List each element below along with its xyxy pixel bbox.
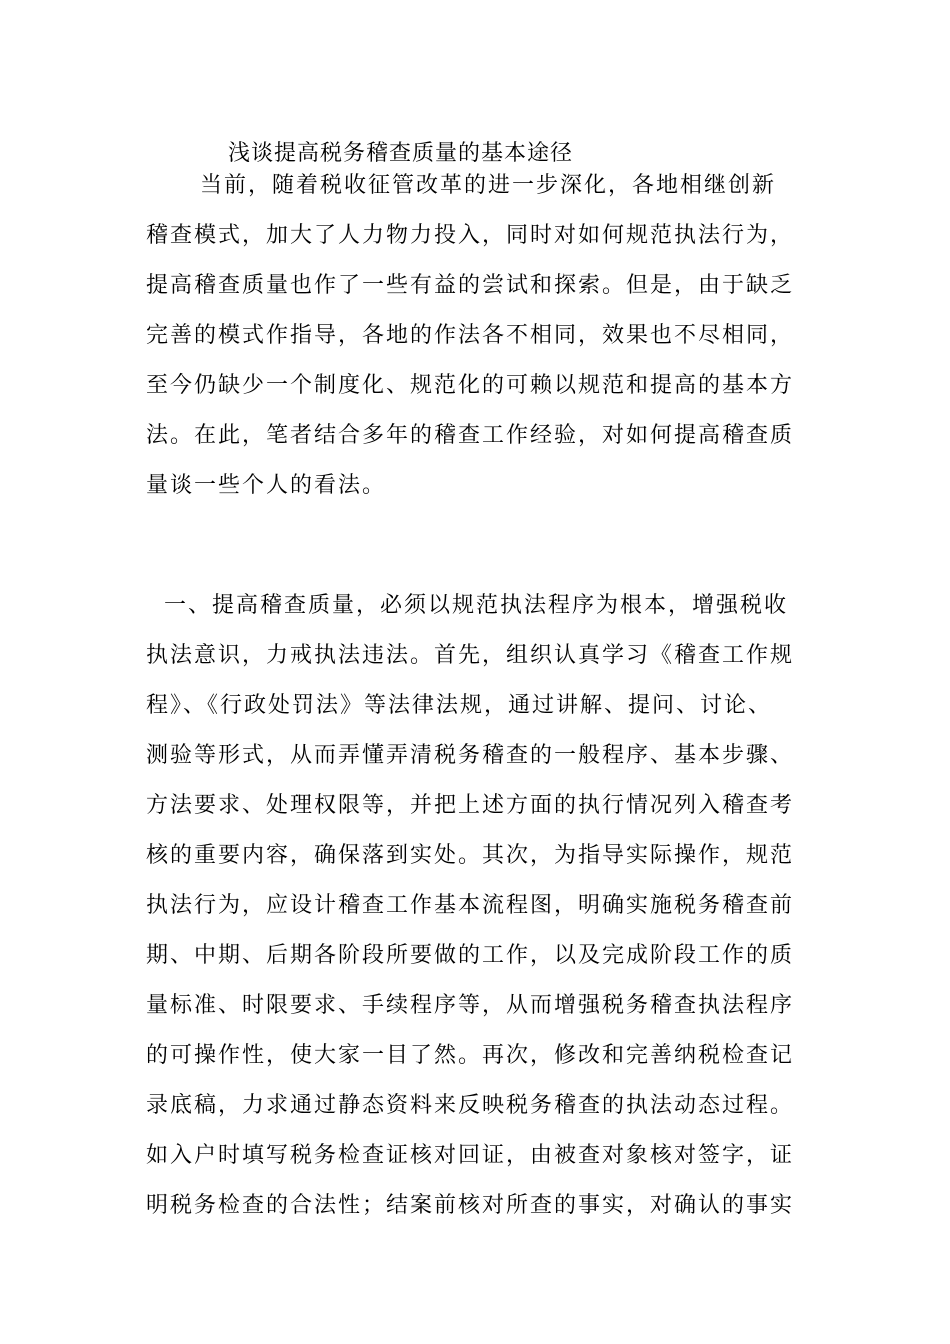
paragraph-line: 程》、《行政处罚法》等法律法规，通过讲解、提问、讨论、 [146,693,773,718]
paragraph-line: 至今仍缺少一个制度化、规范化的可赖以规范和提高的基本方 [146,373,795,398]
paragraph-line: 当前，随着税收征管改革的进一步深化，各地相继创新 [146,173,776,198]
paragraph-line: 量标准、时限要求、手续程序等，从而增强税务稽查执法程序 [146,993,795,1018]
paragraph-line: 测验等形式，从而弄懂弄清税务稽查的一般程序、基本步骤、 [146,743,795,768]
document-title: 浅谈提高税务稽查质量的基本途径 [228,141,574,166]
paragraph-section-one [146,581,806,1231]
paragraph-line: 量谈一些个人的看法。 [146,473,387,498]
paragraph-line: 明税务检查的合法性；结案前核对所查的事实，对确认的事实 [146,1193,795,1218]
paragraph-line: 方法要求、处理权限等，并把上述方面的执行情况列入稽查考 [146,793,795,818]
paragraph-line: 完善的模式作指导，各地的作法各不相同，效果也不尽相同， [146,323,795,348]
paragraph-line: 的可操作性，使大家一目了然。再次，修改和完善纳税检查记 [146,1043,795,1068]
paragraph-line: 稽查模式，加大了人力物力投入，同时对如何规范执法行为， [146,223,795,248]
paragraph-line: 核的重要内容，确保落到实处。其次，为指导实际操作，规范 [146,843,795,868]
paragraph-line: 法。在此，笔者结合多年的稽查工作经验，对如何提高稽查质 [146,423,795,448]
paragraph-line: 如入户时填写税务检查证核对回证，由被查对象核对签字，证 [146,1143,795,1168]
paragraph-intro [146,161,806,511]
paragraph-line: 录底稿，力求通过静态资料来反映税务稽查的执法动态过程。 [146,1093,795,1118]
paragraph-line: 执法行为，应设计稽查工作基本流程图，明确实施税务稽查前 [146,893,795,918]
paragraph-line: 期、中期、后期各阶段所要做的工作，以及完成阶段工作的质 [146,943,795,968]
paragraph-line: 执法意识，力戒执法违法。首先，组织认真学习《稽查工作规 [146,643,795,668]
paragraph-line: 提高稽查质量也作了一些有益的尝试和探索。但是，由于缺乏 [146,273,795,298]
paragraph-line: 一、提高稽查质量，必须以规范执法程序为根本，增强税收 [146,593,788,618]
